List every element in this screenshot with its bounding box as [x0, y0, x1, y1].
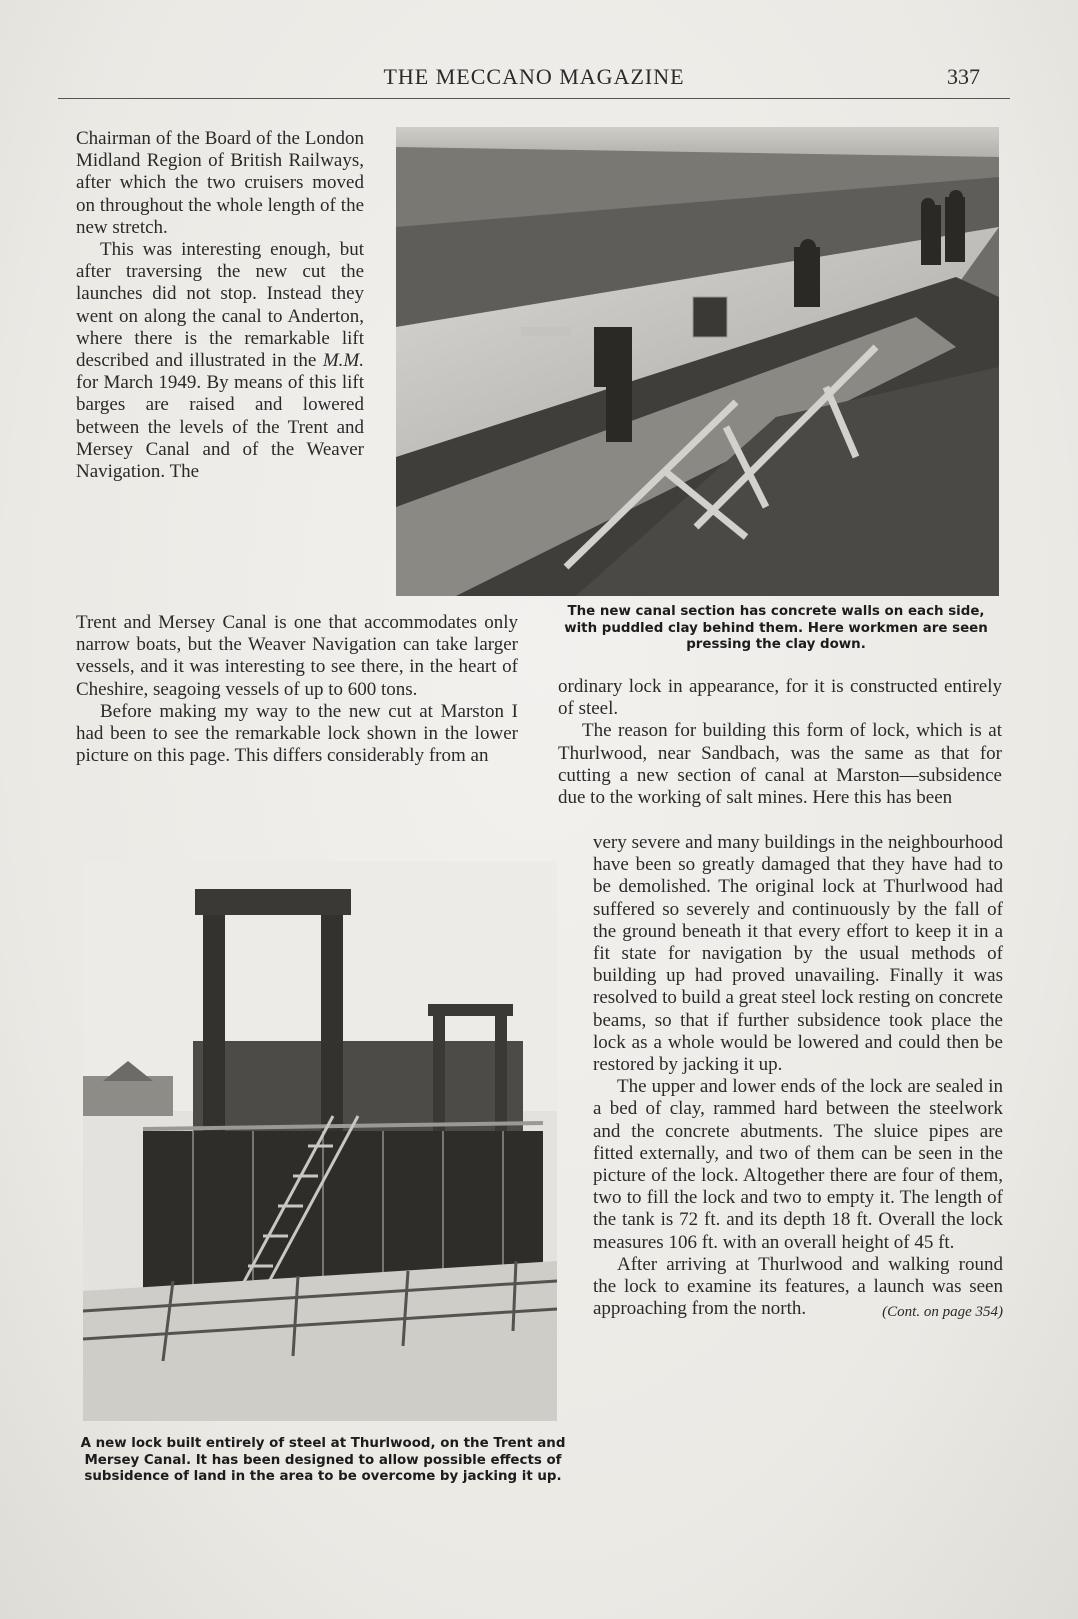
article-column-left	[76, 128, 364, 483]
article-column-left-wide	[76, 612, 518, 767]
article-paragraph	[593, 1254, 1003, 1321]
article-paragraph: The reason for building this form of lock, which is at Thurlwood, near Sandbach, was the same as that for cutting a new section of canal at Marston—subsidence due to the working of salt mines. Here this has been	[558, 720, 1002, 809]
article-paragraph: ordinary lock in appearance, for it is constructed entirely of steel.	[558, 676, 1002, 720]
article-paragraph: The upper and lower ends of the lock are sealed in a bed of clay, rammed hard between the steelwork and the concrete abutments. The sluice pipes are fitted externally, and two of them can be seen in the picture of the lock. Altogether there are four of them, two to fill the lock and two to empty it. The length of the tank is 72 ft. and its depth 18 ft. Overall the lock measures 106 ft. with an overall height of 45 ft.	[593, 1076, 1003, 1253]
continuation-note: (Cont. on page 354)	[882, 1304, 1003, 1321]
article-text: This was interesting enough, but after traversing the new cut the launches did not stop. Instead they went on along the canal to Anderton, where there is the remarkable lift described and illustrated in the	[76, 239, 364, 372]
article-paragraph: very severe and many buildings in the neighbourhood have been so greatly damaged that they have had to be demolished. The original lock at Thurlwood had suffered so severely and continuously by the fall of the ground beneath it that every effort to keep it in a fit state for navigation by the usual methods of building up had proved unavailing. Finally it was resolved to build a great steel lock resting on concrete beams, so that if further subsidence took place the lock as a whole would be lowered and could then be restored by jacking it up.	[593, 832, 1003, 1076]
page-number: 337	[947, 64, 980, 89]
article-column-right-top	[558, 676, 1002, 809]
article-text: for March 1949. By means of this lift barges are raised and lowered between the levels of the Trent and Mersey Canal and of the Weaver Navigation. The	[76, 372, 364, 483]
article-text: After arriving at Thurlwood and walking round the lock to examine its features, a launch was seen approaching from the north.	[593, 1253, 1003, 1320]
page-header	[58, 62, 1010, 99]
article-paragraph: Chairman of the Board of the London Midland Region of British Railways, after which the two cruisers moved on throughout the whole length of the new stretch.	[76, 128, 364, 238]
steel-lock-photo	[83, 861, 557, 1421]
canal-photo-caption: The new canal section has concrete walls on each side, with puddled clay behind them. Here workmen are seen pressing the clay down.	[564, 604, 988, 652]
magazine-title: THE MECCANO MAGAZINE	[383, 64, 685, 89]
article-column-right-lower	[593, 832, 1003, 1323]
article-paragraph: Trent and Mersey Canal is one that accommodates only narrow boats, but the Weaver Navigation can take larger vessels, and it was interesting to see there, in the heart of Cheshire, seagoing vessels of up to 600 tons.	[76, 612, 518, 700]
lock-photo-caption: A new lock built entirely of steel at Thurlwood, on the Trent and Mersey Canal. It has been designed to allow possible effects of subsidence of land in the area to be overcome by jacking it up.	[80, 1436, 566, 1484]
canal-photo-image	[396, 127, 999, 596]
lock-photo-image	[83, 861, 557, 1421]
magazine-abbreviation: M.M.	[322, 350, 364, 372]
article-paragraph: Before making my way to the new cut at Marston I had been to see the remarkable lock shown in the lower picture on this page. This differs considerably from an	[76, 700, 518, 767]
article-paragraph	[76, 239, 364, 483]
canal-construction-photo	[396, 127, 999, 596]
